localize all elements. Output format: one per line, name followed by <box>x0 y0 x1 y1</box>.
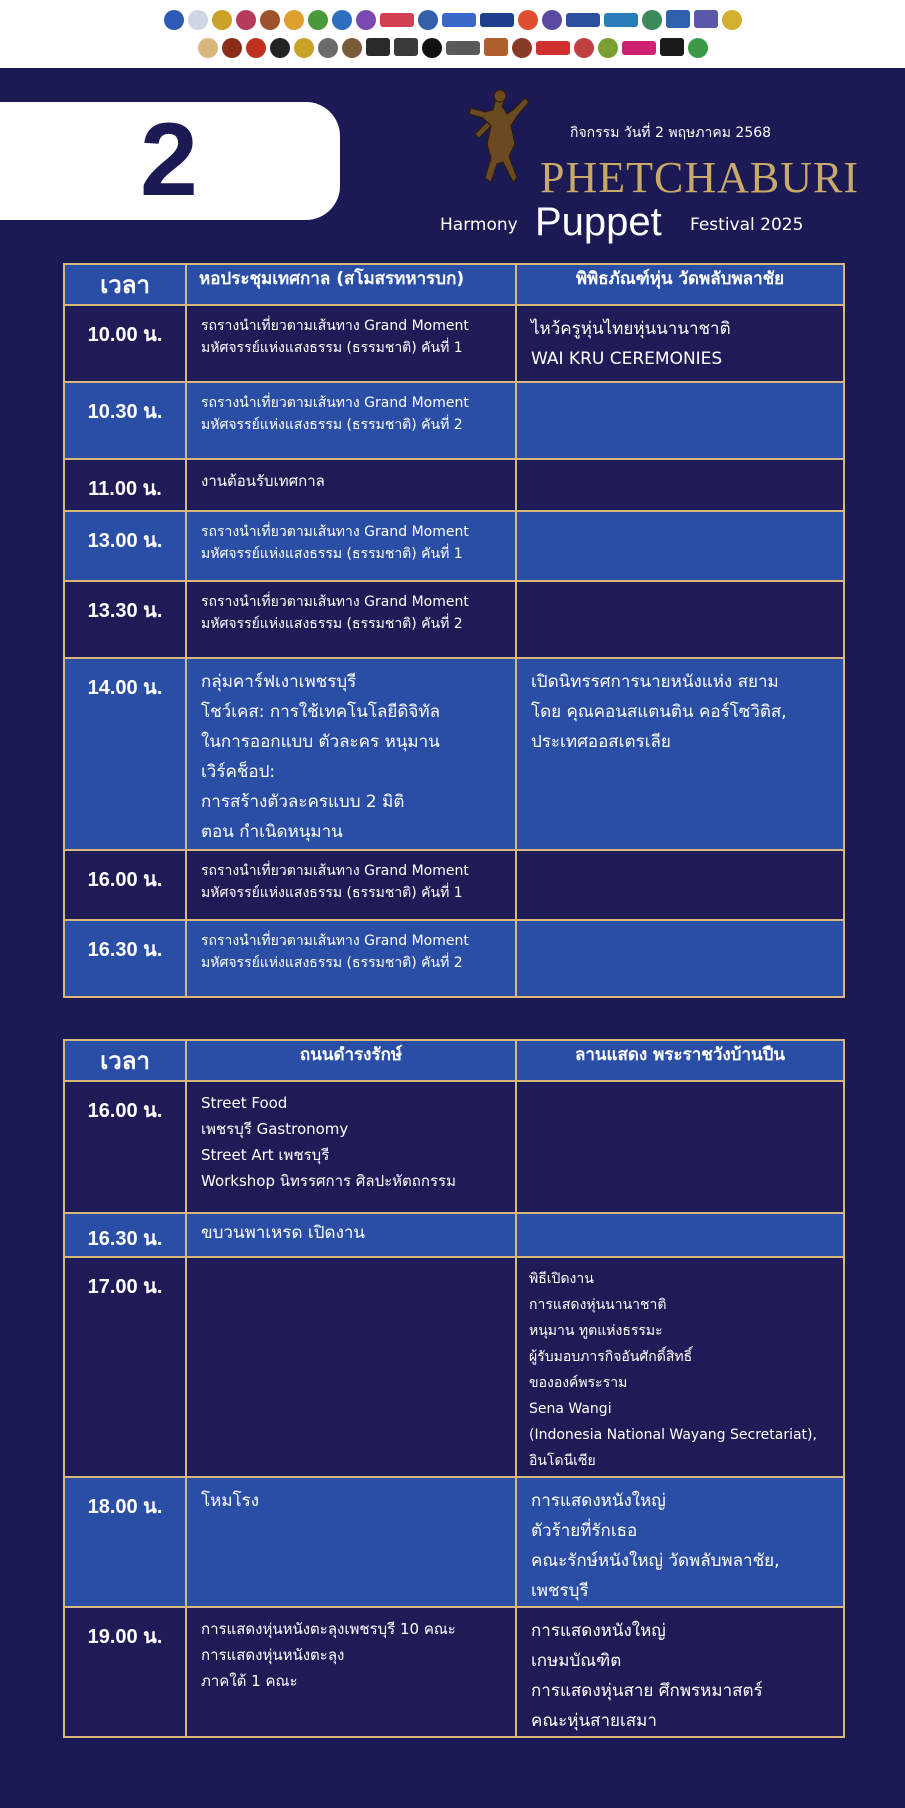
activity-line: งานต้อนรับเทศกาล <box>201 472 325 490</box>
sponsor-logo <box>380 13 414 27</box>
activity-cell <box>186 920 516 997</box>
table-row <box>64 382 844 459</box>
sponsor-logo <box>484 38 508 56</box>
table-row <box>64 581 844 658</box>
sponsor-logo <box>480 13 514 27</box>
sponsor-logo <box>642 10 662 30</box>
sponsor-logo <box>222 38 242 58</box>
activity-line: (Indonesia National Wayang Secretariat), <box>529 1427 817 1443</box>
activity-line: การแสดงหนังใหญ่ <box>531 1491 666 1511</box>
sponsor-logo <box>542 10 562 30</box>
sponsor-logos-row-1 <box>0 10 905 30</box>
sponsor-logo <box>394 38 418 56</box>
activity-line: เกษมบัณฑิต <box>531 1651 622 1671</box>
empty-cell <box>516 1213 844 1257</box>
empty-cell <box>516 382 844 459</box>
activity-line: เปิดนิทรรศการนายหนังแห่ง สยาม <box>531 672 779 692</box>
shadow-puppet-icon <box>455 82 545 200</box>
sponsor-logo <box>236 10 256 30</box>
activity-line: มหัศจรรย์แห่งแสงธรรม (ธรรมชาติ) คันที่ 1 <box>201 885 463 901</box>
sponsor-logo <box>260 10 280 30</box>
activity-line: การแสดงหุ่นนานาชาติ <box>529 1297 667 1313</box>
sponsor-logo <box>442 13 476 27</box>
sponsor-logo <box>622 41 656 55</box>
activity-line: มหัศจรรย์แห่งแสงธรรม (ธรรมชาติ) คันที่ 1 <box>201 546 463 562</box>
activity-line: โชว์เคส: การใช้เทคโนโลยีดิจิทัล <box>201 702 440 722</box>
activity-line: มหัศจรรย์แห่งแสงธรรม (ธรรมชาติ) คันที่ 1 <box>201 340 463 356</box>
activity-line: อินโดนีเซีย <box>529 1453 596 1469</box>
activity-line: Workshop นิทรรศการ ศิลปะหัตถกรรม <box>201 1172 456 1190</box>
sponsor-logo <box>332 10 352 30</box>
activity-cell <box>186 581 516 658</box>
empty-cell <box>186 1257 516 1477</box>
activity-line: ภาคใต้ 1 คณะ <box>201 1672 298 1690</box>
activity-cell <box>186 511 516 581</box>
empty-cell <box>516 920 844 997</box>
table-row <box>64 305 844 382</box>
sponsor-logo <box>212 10 232 30</box>
activity-cell <box>186 1607 516 1737</box>
activity-line: ตัวร้ายที่รักเธอ <box>531 1521 638 1541</box>
sponsor-logo <box>512 38 532 58</box>
header-venue-palace: ลานแสดง พระราชวังบ้านปืน <box>516 1040 844 1081</box>
sponsor-logo <box>422 38 442 58</box>
activity-line: Street Food <box>201 1094 288 1112</box>
table-row <box>64 1257 844 1477</box>
time-cell: 10.30 น. <box>64 382 186 459</box>
activity-line: Sena Wangi <box>529 1401 612 1417</box>
table-header-row <box>64 1040 844 1081</box>
sponsor-logo <box>446 41 480 55</box>
empty-cell <box>516 459 844 511</box>
table-header-row <box>64 264 844 305</box>
header-time: เวลา <box>64 264 186 305</box>
time-cell: 11.00 น. <box>64 459 186 511</box>
sponsor-logo <box>688 38 708 58</box>
activity-line: รถรางนำเที่ยวตามเส้นทาง Grand Moment <box>201 594 469 610</box>
sponsor-logo <box>598 38 618 58</box>
activity-line: การแสดงหนังใหญ่ <box>531 1621 666 1641</box>
activity-cell <box>186 1477 516 1607</box>
activity-cell <box>186 305 516 382</box>
sponsor-logo <box>518 10 538 30</box>
sponsor-logo <box>660 38 684 56</box>
activity-line: มหัศจรรย์แห่งแสงธรรม (ธรรมชาติ) คันที่ 2 <box>201 616 463 632</box>
activity-cell <box>186 850 516 920</box>
activity-line: ขององค์พระราม <box>529 1375 628 1391</box>
activity-line: มหัศจรรย์แห่งแสงธรรม (ธรรมชาติ) คันที่ 2 <box>201 417 463 433</box>
day-number: 2 <box>140 102 198 218</box>
activity-cell <box>186 1213 516 1257</box>
activity-line: เวิร์คช็อป: <box>201 762 276 782</box>
activity-line: การแสดงหุ่นหนังตะลุงเพชรบุรี 10 คณะ <box>201 1620 456 1638</box>
activity-line: รถรางนำเที่ยวตามเส้นทาง Grand Moment <box>201 524 469 540</box>
time-cell: 14.00 น. <box>64 658 186 850</box>
time-cell: 16.30 น. <box>64 920 186 997</box>
activity-line: ขบวนพาเหรด เปิดงาน <box>201 1223 366 1243</box>
sponsor-logo <box>574 38 594 58</box>
activity-cell <box>516 1257 844 1477</box>
event-date: กิจกรรม วันที่ 2 พฤษภาคม 2568 <box>570 125 772 141</box>
header-venue-street: ถนนดำรงรักษ์ <box>186 1040 516 1081</box>
activity-cell <box>186 1081 516 1213</box>
header-venue-hall: หอประชุมเทศกาล (สโมสรทหารบก) <box>186 264 516 305</box>
activity-line: มหัศจรรย์แห่งแสงธรรม (ธรรมชาติ) คันที่ 2 <box>201 955 463 971</box>
sponsor-logo <box>566 13 600 27</box>
activity-cell <box>516 658 844 850</box>
schedule-table-1 <box>63 263 845 998</box>
empty-cell <box>516 1081 844 1213</box>
title-harmony: Harmony <box>440 215 518 235</box>
festival-title-script: PHETCHABURI <box>540 153 860 202</box>
time-cell: 16.00 น. <box>64 1081 186 1213</box>
time-cell: 13.30 น. <box>64 581 186 658</box>
activity-line: การแสดงหุ่นสาย ศึกพรหมาสตร์ <box>531 1681 763 1701</box>
table-row <box>64 658 844 850</box>
activity-line: ตอน กำเนิดหนุมาน <box>201 822 343 842</box>
sponsor-logo <box>342 38 362 58</box>
sponsor-logo <box>164 10 184 30</box>
time-cell: 17.00 น. <box>64 1257 186 1477</box>
activity-line: หนุมาน ทูตแห่งธรรมะ <box>529 1323 663 1339</box>
time-cell: 16.30 น. <box>64 1213 186 1257</box>
sponsor-logo <box>198 38 218 58</box>
activity-cell <box>186 382 516 459</box>
activity-line: WAI KRU CEREMONIES <box>531 349 723 369</box>
activity-line: ประเทศออสเตรเลีย <box>531 732 671 752</box>
activity-cell <box>186 459 516 511</box>
activity-line: เพชรบุรี Gastronomy <box>201 1120 349 1138</box>
sponsor-logo <box>284 10 304 30</box>
table-row <box>64 1607 844 1737</box>
activity-line: โดย คุณคอนสแตนติน คอร์โซวิติส, <box>531 702 787 722</box>
activity-line: การสร้างตัวละครแบบ 2 มิติ <box>201 792 405 812</box>
activity-line: การแสดงหุ่นหนังตะลุง <box>201 1646 345 1664</box>
sponsor-logo <box>666 10 690 28</box>
title-festival-year: Festival 2025 <box>690 215 804 235</box>
sponsor-logo <box>694 10 718 28</box>
sponsor-logo <box>246 38 266 58</box>
activity-cell <box>516 1607 844 1737</box>
sponsor-logo <box>188 10 208 30</box>
activity-line: กลุ่มคาร์ฟเงาเพชรบุรี <box>201 672 357 692</box>
header-time: เวลา <box>64 1040 186 1081</box>
activity-line: ไหว้ครูหุ่นไทยหุ่นนานาชาติ <box>531 319 731 339</box>
table-row <box>64 1477 844 1607</box>
activity-line: พิธีเปิดงาน <box>529 1271 594 1287</box>
activity-line: เพชรบุรี <box>531 1581 589 1601</box>
time-cell: 13.00 น. <box>64 511 186 581</box>
activity-line: คณะรักษ์หนังใหญ่ วัดพลับพลาชัย, <box>531 1551 780 1571</box>
empty-cell <box>516 511 844 581</box>
time-cell: 16.00 น. <box>64 850 186 920</box>
title-puppet: Puppet <box>535 200 662 244</box>
activity-line: Street Art เพชรบุรี <box>201 1146 330 1164</box>
time-cell: 19.00 น. <box>64 1607 186 1737</box>
empty-cell <box>516 581 844 658</box>
sponsor-logos-row-2 <box>0 38 905 58</box>
sponsor-logo <box>536 41 570 55</box>
activity-cell <box>186 658 516 850</box>
time-cell: 18.00 น. <box>64 1477 186 1607</box>
activity-line: ผู้รับมอบภารกิจอันศักดิ์สิทธิ์ <box>529 1349 693 1365</box>
sponsor-logo <box>722 10 742 30</box>
sponsor-logo-bar <box>0 0 905 68</box>
activity-line: คณะหุ่นสายเสมา <box>531 1711 657 1731</box>
table-row <box>64 511 844 581</box>
activity-cell <box>516 305 844 382</box>
activity-line: โหมโรง <box>201 1491 260 1511</box>
table-row <box>64 850 844 920</box>
table-row <box>64 1213 844 1257</box>
activity-line: รถรางนำเที่ยวตามเส้นทาง Grand Moment <box>201 395 469 411</box>
activity-line: ในการออกแบบ ตัวละคร หนุมาน <box>201 732 440 752</box>
sponsor-logo <box>418 10 438 30</box>
sponsor-logo <box>294 38 314 58</box>
sponsor-logo <box>356 10 376 30</box>
activity-cell <box>516 1477 844 1607</box>
empty-cell <box>516 850 844 920</box>
table-row <box>64 920 844 997</box>
schedule-table-2 <box>63 1039 845 1738</box>
activity-line: รถรางนำเที่ยวตามเส้นทาง Grand Moment <box>201 863 469 879</box>
time-cell: 10.00 น. <box>64 305 186 382</box>
header-venue-museum: พิพิธภัณฑ์หุ่น วัดพลับพลาชัย <box>516 264 844 305</box>
sponsor-logo <box>604 13 638 27</box>
sponsor-logo <box>270 38 290 58</box>
activity-line: รถรางนำเที่ยวตามเส้นทาง Grand Moment <box>201 318 469 334</box>
table-row <box>64 459 844 511</box>
sponsor-logo <box>366 38 390 56</box>
activity-line: รถรางนำเที่ยวตามเส้นทาง Grand Moment <box>201 933 469 949</box>
table-row <box>64 1081 844 1213</box>
sponsor-logo <box>308 10 328 30</box>
sponsor-logo <box>318 38 338 58</box>
